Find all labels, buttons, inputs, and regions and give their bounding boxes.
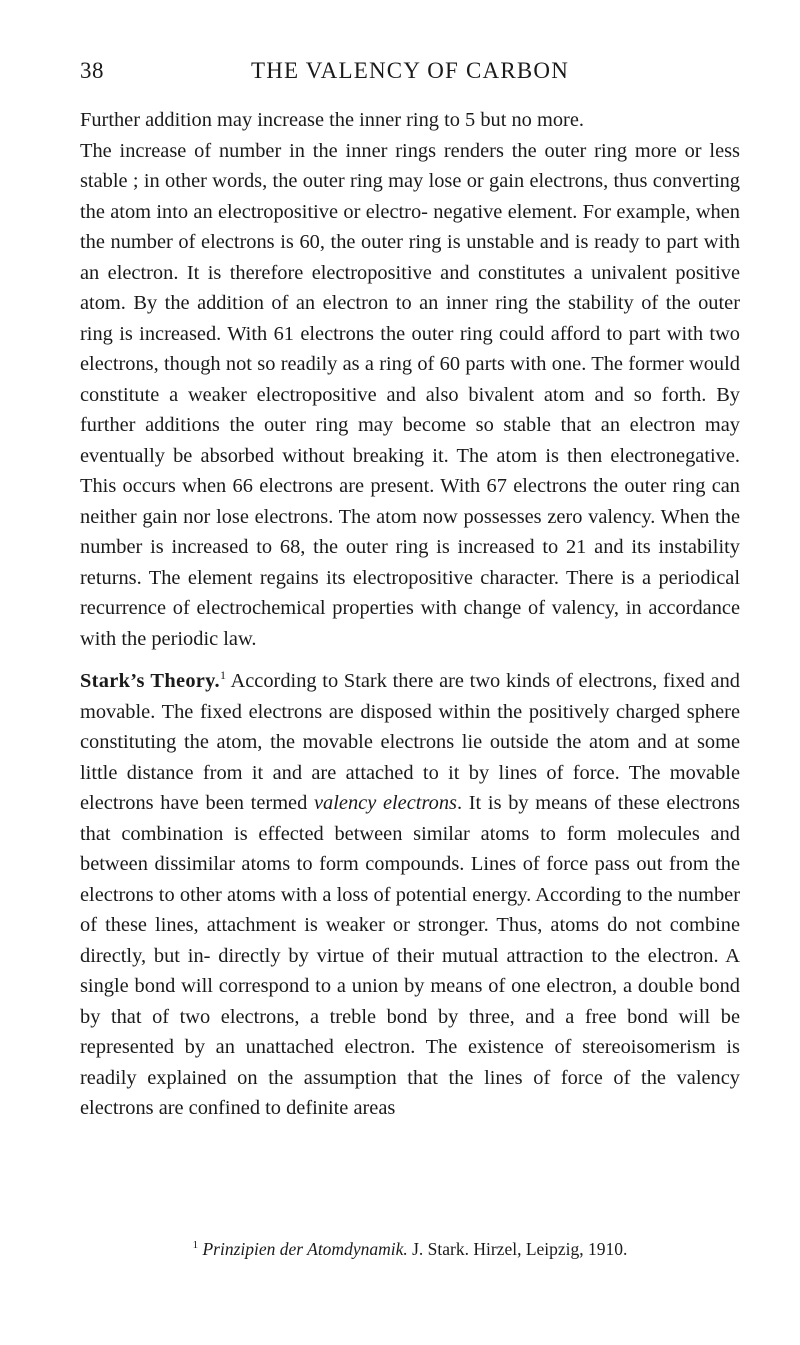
paragraph-starks-theory: [80, 666, 740, 1124]
paragraph-inner-rings: The increase of number in the inner rings renders the outer ring more or less stable ; in other words, the outer ring may lose or gain electrons, thus converting the atom into an electropositive or electro- negative element. For example, when the number of electrons is 60, the outer ring is unstable and is ready to part with an electron. It is therefore electropositive and constitutes a univalent positive atom. By the addition of an electron to an inner ring the stability of the outer ring is increased. With 61 electrons the outer ring could afford to part with two electrons, though not so readily as a ring of 60 parts with one. The former would constitute a weaker electropositive and also bivalent atom and so forth. By further additions the outer ring may become so stable that an electron may eventually be absorbed without breaking it. The atom is then electronegative. This occurs when 66 electrons are present. With 67 electrons the outer ring can neither gain nor lose electrons. The atom now possesses zero valency. When the number is increased to 68, the outer ring is increased to 21 and its instability returns. The element regains its electropositive character. There is a periodical recurrence of electrochemical properties with change of valency, in accordance with the periodic law.: [80, 139, 740, 650]
footnote-marker: 1: [192, 1239, 199, 1252]
starks-theory-text-2: . It is by means of these electrons that combination is effected between similar atoms to form molecules and between dissimilar atoms to form compounds. Lines of force pass out from the electrons to other atoms with a loss of potential energy. According to the number of these lines, attachment is weaker or stronger. Thus, atoms do not combine directly, but in- directly by virtue of their mutual attraction to the electron. A single bond will correspond to a union by means of one electron, a double bond by that of two electrons, a treble bond by three, and a free bond will be represented by an unattached electron. The existence of stereoisomerism is readily explained on the assumption that the lines of force of the valency electrons are confined to definite areas: [80, 792, 740, 1119]
footnote-citation: J. Stark. Hirzel, Leipzig, 1910.: [407, 1239, 628, 1259]
section-heading-starks-theory: Stark’s Theory.: [80, 670, 220, 692]
footnote: [80, 1237, 740, 1261]
footnote-book-title: Prinzipien der Atomdynamik.: [202, 1239, 408, 1259]
valency-electrons-term: valency electrons: [314, 792, 457, 814]
page-number: 38: [80, 58, 104, 83]
running-head: [80, 58, 740, 92]
body-text: [80, 105, 740, 1124]
footnote-reference: 1: [219, 668, 226, 683]
starks-theory-text-1: According to Stark there are two kinds of electrons, fixed and movable. The fixed electrons are disposed within the positively charged sphere constituting the atom, the movable electrons lie outside the atom and at some little distance from it and are attached to it by lines of force. The movable electrons have been termed: [80, 670, 740, 814]
paragraph-further-addition: Further addition may increase the inner ring to 5 but no more.: [80, 109, 584, 131]
running-title: THE VALENCY OF CARBON: [250, 58, 570, 83]
